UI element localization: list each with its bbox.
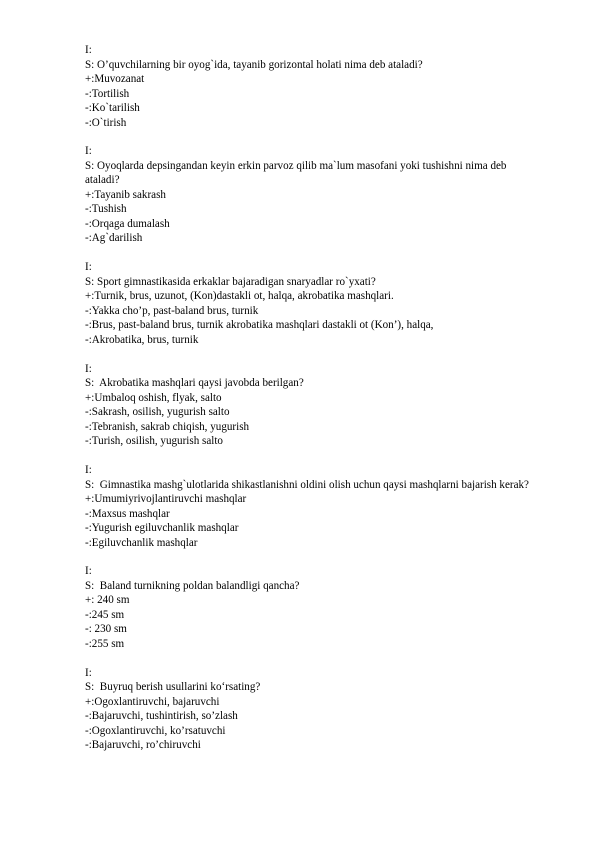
answer-option: -:Tortilish bbox=[85, 87, 130, 100]
answer-option: -:Ogoxlantiruvchi, ko’rsatuvchi bbox=[85, 724, 226, 737]
answer-option: -:245 sm bbox=[85, 608, 125, 621]
answer-option: -:255 sm bbox=[85, 637, 125, 650]
question-block bbox=[85, 43, 533, 130]
answer-option: -:Tebranish, sakrab chiqish, yugurish bbox=[85, 420, 250, 433]
correct-answer-option: +:Umbaloq oshish, flyak, salto bbox=[85, 391, 222, 404]
question-block bbox=[85, 564, 533, 651]
question-text: S: Baland turnikning poldan balandligi qancha? bbox=[85, 579, 300, 592]
answer-option: -:Bajaruvchi, tushintirish, so’zlash bbox=[85, 710, 238, 723]
answer-option: -:O`tirish bbox=[85, 116, 127, 129]
document-page bbox=[85, 43, 533, 767]
answer-option: -:Maxsus mashqlar bbox=[85, 507, 170, 520]
answer-option: -:Bajaruvchi, ro’chiruvchi bbox=[85, 739, 201, 752]
question-text: S: Gimnastika mashg`ulotlarida shikastlanishni oldini olish uchun qaysi mashqlarni bajarish kerak? bbox=[85, 478, 529, 491]
answer-option: -:Yugurish egiluvchanlik mashqlar bbox=[85, 522, 239, 535]
answer-option: -:Tushish bbox=[85, 203, 127, 216]
question-marker: I: bbox=[85, 261, 92, 274]
answer-option: -:Ag`darilish bbox=[85, 232, 143, 245]
answer-option: -:Turish, osilish, yugurish salto bbox=[85, 435, 223, 448]
question-marker: I: bbox=[85, 464, 92, 477]
question-marker: I: bbox=[85, 145, 92, 158]
answer-option: -:Sakrash, osilish, yugurish salto bbox=[85, 406, 230, 419]
question-block bbox=[85, 666, 533, 753]
correct-answer-option: +:Umumiyrivojlantiruvchi mashqlar bbox=[85, 493, 247, 506]
answer-option: -:Yakka cho’p, past-baland brus, turnik bbox=[85, 304, 259, 317]
question-block bbox=[85, 362, 533, 449]
question-text: S: Akrobatika mashqlari qaysi javobda berilgan? bbox=[85, 377, 304, 390]
correct-answer-option: +:Turnik, brus, uzunot, (Kon)dastakli ot, halqa, akrobatika mashqlari. bbox=[85, 290, 394, 303]
answer-option: -: 230 sm bbox=[85, 623, 127, 636]
answer-option: -:Akrobatika, brus, turnik bbox=[85, 333, 199, 346]
question-text: S: Buyruq berish usullarini ko‘rsating? bbox=[85, 681, 261, 694]
correct-answer-option: +:Tayanib sakrash bbox=[85, 188, 166, 201]
question-text: S: Sport gimnastikasida erkaklar bajaradigan snaryadlar ro`yxati? bbox=[85, 275, 376, 288]
answer-option: -:Egiluvchanlik mashqlar bbox=[85, 536, 198, 549]
question-block bbox=[85, 144, 533, 246]
question-marker: I: bbox=[85, 44, 92, 56]
correct-answer-option: +:Ogoxlantiruvchi, bajaruvchi bbox=[85, 695, 220, 708]
question-text: S: Oyoqlarda depsingandan keyin erkin parvoz qilib ma`lum masofani yoki tushishni nima deb ataladi? bbox=[85, 159, 510, 187]
correct-answer-option: +: 240 sm bbox=[85, 594, 130, 607]
answer-option: -:Brus, past-baland brus, turnik akrobatika mashqlari dastakli ot (Kon’), halqa, bbox=[85, 319, 434, 332]
question-block bbox=[85, 260, 533, 347]
question-block bbox=[85, 463, 533, 550]
correct-answer-option: +:Muvozanat bbox=[85, 73, 145, 85]
answer-option: -:Ko`tarilish bbox=[85, 102, 140, 114]
question-marker: I: bbox=[85, 666, 92, 679]
question-text: S: O’quvchilarning bir oyog`ida, tayanib gorizontal holati nima deb ataladi? bbox=[85, 58, 423, 71]
question-marker: I: bbox=[85, 362, 92, 375]
question-marker: I: bbox=[85, 565, 92, 578]
answer-option: -:Orqaga dumalash bbox=[85, 217, 170, 230]
